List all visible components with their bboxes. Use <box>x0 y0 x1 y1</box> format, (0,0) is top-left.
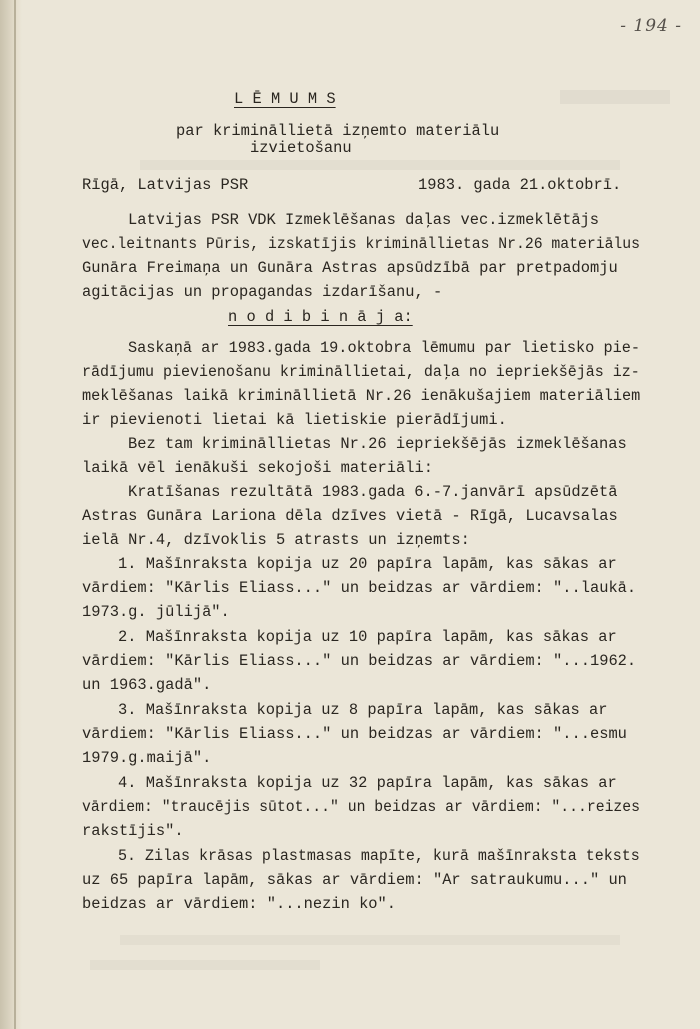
list-item-line: 1. Mašīnraksta kopija uz 20 papīra lapām, kas sākas ar <box>118 555 617 573</box>
list-item-line: vārdiem: "Kārlis Eliass..." un beidzas ar vārdiem: "...esmu <box>82 725 627 743</box>
list-item-line: 5. Zilas krāsas plastmasas mapīte, kurā mašīnraksta teksts <box>118 847 640 865</box>
paragraph-line: meklēšanas laikā krimināllietā Nr.26 ienākušajiem materiāliem <box>82 387 641 405</box>
place: Rīgā, Latvijas PSR <box>82 176 249 194</box>
document-title: L Ē M U M S <box>234 90 336 108</box>
list-item-line: 3. Mašīnraksta kopija uz 8 papīra lapām, kas sākas ar <box>118 701 608 719</box>
binding-fold <box>14 0 16 1029</box>
list-item-line: vārdiem: "Kārlis Eliass..." un beidzas ar vārdiem: "...1962. <box>82 652 637 670</box>
paragraph-line: Astras Gunāra Lariona dēla dzīves vietā - Rīgā, Lucavsalas <box>82 507 618 525</box>
intro-line: Latvijas PSR VDK Izmeklēšanas daļas vec.izmeklētājs <box>128 211 600 229</box>
list-item-line: beidzas ar vārdiem: "...nezin ko". <box>82 895 397 913</box>
intro-line: Gunāra Freimaņa un Gunāra Astras apsūdzībā par pretpadomju <box>82 259 618 277</box>
list-item-line: 1979.g.maijā". <box>82 749 212 767</box>
list-item-line: vārdiem: "Kārlis Eliass..." un beidzas ar vārdiem: "..laukā. <box>82 579 637 597</box>
paragraph-line: Bez tam krimināllietas Nr.26 iepriekšējās izmeklēšanas <box>128 435 627 453</box>
paragraph-line: ir pievienoti lietai kā lietiskie pierādījumi. <box>82 411 507 429</box>
established-heading: n o d i b i n ā j a: <box>228 308 413 326</box>
paragraph-line: laikā vēl ienākuši sekojoši materiāli: <box>82 459 433 477</box>
list-item-line: 2. Mašīnraksta kopija uz 10 papīra lapām, kas sākas ar <box>118 628 617 646</box>
list-item-line: 1973.g. jūlijā". <box>82 603 230 621</box>
paragraph-line: rādījumu pievienošanu krimināllietai, daļa no iepriekšējās iz- <box>82 363 640 381</box>
page-edge-shadow <box>0 0 22 1029</box>
subtitle-line: izvietošanu <box>250 139 352 157</box>
bleed-through-mark <box>140 160 620 170</box>
paragraph-line: Kratīšanas rezultātā 1983.gada 6.-7.janvārī apsūdzētā <box>128 483 618 501</box>
paragraph-line: Saskaņā ar 1983.gada 19.oktobra lēmumu par lietisko pie- <box>128 339 641 357</box>
page-number: - 194 - <box>620 16 682 36</box>
paragraph-line: ielā Nr.4, dzīvoklis 5 atrasts un izņemts: <box>82 531 470 549</box>
intro-line: agitācijas un propagandas izdarīšanu, - <box>82 283 443 301</box>
bleed-through-mark <box>120 935 620 945</box>
bleed-through-mark <box>90 960 320 970</box>
list-item-line: 4. Mašīnraksta kopija uz 32 papīra lapām, kas sākas ar <box>118 774 617 792</box>
list-item-line: rakstījis". <box>82 822 184 840</box>
date: 1983. gada 21.oktobrī. <box>418 176 622 194</box>
intro-line: vec.leitnants Pūris, izskatījis krimināllietas Nr.26 materiālus <box>82 235 641 253</box>
subtitle-line: par krimināllietā izņemto materiālu <box>176 122 500 140</box>
bleed-through-mark <box>560 90 670 104</box>
list-item-line: un 1963.gadā". <box>82 676 212 694</box>
list-item-line: uz 65 papīra lapām, sākas ar vārdiem: "Ar satraukumu..." un <box>82 871 627 889</box>
list-item-line: vārdiem: "traucējis sūtot..." un beidzas ar vārdiem: "...reizes <box>82 798 641 816</box>
